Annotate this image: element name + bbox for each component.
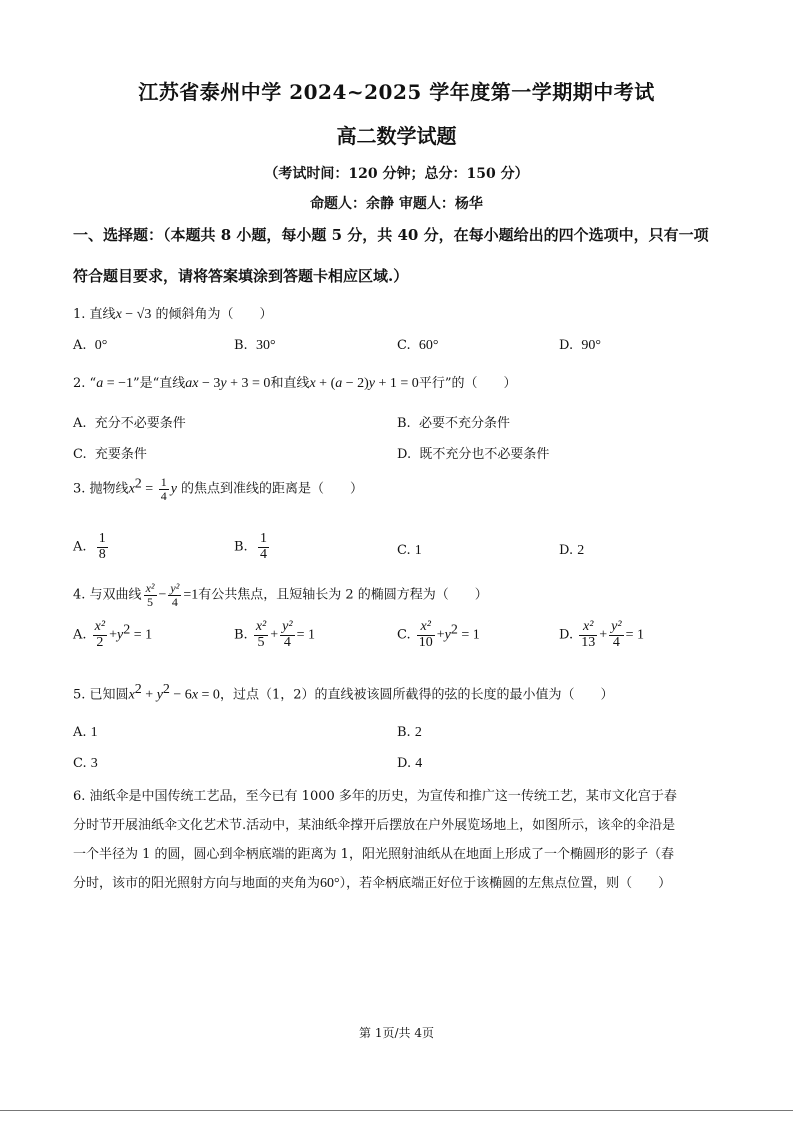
question-4: 4. 与双曲线 $\frac{\text{x²}}{5}$ − $\frac{\text{y²}}{4}$ =1有公共焦点，且短轴长为 2 的椭圆方程为（ ）	[73, 581, 488, 609]
paragraph-line: 6. 油纸伞是中国传统工艺品，至今已有 1000 多年的历史，为宣传和推广这一传统工艺，某市文化宫于春	[73, 789, 677, 804]
option-c: C. 3	[73, 756, 98, 771]
option-b: B. $\frac{1}{4}$	[234, 531, 267, 562]
option-d: D. 90°	[559, 338, 601, 353]
option-d: D. 既不充分也不必要条件	[397, 447, 550, 462]
option-a: A. $\frac{1}{8}$	[73, 531, 106, 562]
section-heading-line1: 一、选择题：（本题共 8 小题，每小题 5 分，共 40 分，在每小题给出的四个选项中，只有一项	[73, 226, 709, 244]
option-b: B. 2	[397, 725, 422, 740]
math-expression: x	[115, 307, 122, 322]
exam-authors: 命题人：余静 审题人：杨华	[310, 196, 483, 212]
question-5: 5. 已知圆$x^2 + y^2 - 6x = 0$，过点（1，2）的直线被该圆所截得的弦的长度的最小值为（ ）	[73, 682, 614, 703]
option-c: C. 60°	[397, 338, 439, 353]
option-b: B. 必要不充分条件	[397, 416, 510, 431]
question-number: 4.	[73, 587, 86, 603]
question-text: 直线	[89, 307, 116, 322]
option-c: C. $\frac{\text{x²}}{10}$ $+y^2 = 1$	[397, 619, 480, 650]
question-1: 1. 直线x − √3 的倾斜角为（ ）	[73, 307, 273, 322]
exam-info: （考试时间：120 分钟；总分：150 分）	[264, 166, 529, 182]
question-number: 2.	[73, 376, 86, 391]
paragraph-line: 一个半径为 1 的圆，圆心到伞柄底端的距离为 1，阳光照射油纸从在地面上形成了一个椭圆形的影子（春	[73, 847, 674, 862]
option-c: C. 1	[397, 543, 422, 558]
section-heading-line2: 符合题目要求，请将答案填涂到答题卡相应区域.）	[73, 267, 409, 285]
paragraph-line: 分时，该市的阳光照射方向与地面的夹角为60°），若伞柄底端正好位于该椭圆的左焦点位置，则（ ）	[73, 876, 672, 891]
page-footer: 第 1页/共 4页	[359, 1026, 434, 1040]
option-d: D. $\frac{\text{x²}}{13}$ + $\frac{\text{y²}}{4}$ = 1	[559, 619, 644, 650]
question-number: 1.	[73, 307, 86, 322]
paragraph-line: 分时节开展油纸伞文化艺术节.活动中，某油纸伞撑开后摆放在户外展览场地上，如图所示，该伞的伞沿是	[73, 818, 676, 833]
question-2: 2. “a = −1”是“直线ax − 3y + 3 = 0和直线x + (a − 2)y + 1 = 0平行”的（ ）	[73, 376, 517, 391]
question-6	[73, 782, 723, 898]
question-text: 的倾斜角为（ ）	[155, 307, 273, 322]
question-number: 3.	[73, 481, 86, 497]
option-a: A. $\frac{\text{x²}}{2}$ $+y^2 = 1$	[73, 619, 153, 650]
option-d: D. 2	[559, 543, 585, 558]
option-a: A. 0°	[73, 338, 108, 353]
option-a: A. 1	[73, 725, 98, 740]
option-c: C. 充要条件	[73, 447, 147, 462]
exam-title: 江苏省泰州中学 2024~2025 学年度第一学期期中考试	[138, 80, 655, 104]
option-b: B. $\frac{\text{x²}}{5}$ + $\frac{\text{y²}}{4}$ = 1	[234, 619, 315, 650]
question-3: 3. 抛物线$x^2$ = $\frac{1}{4}$ y 的焦点到准线的距离是（ ）	[73, 475, 364, 503]
bottom-divider	[0, 1110, 793, 1111]
option-d: D. 4	[397, 756, 423, 771]
option-b: B. 30°	[234, 338, 276, 353]
question-number: 5.	[73, 687, 86, 703]
exam-subtitle: 高二数学试题	[336, 124, 457, 148]
option-a: A. 充分不必要条件	[73, 416, 186, 431]
